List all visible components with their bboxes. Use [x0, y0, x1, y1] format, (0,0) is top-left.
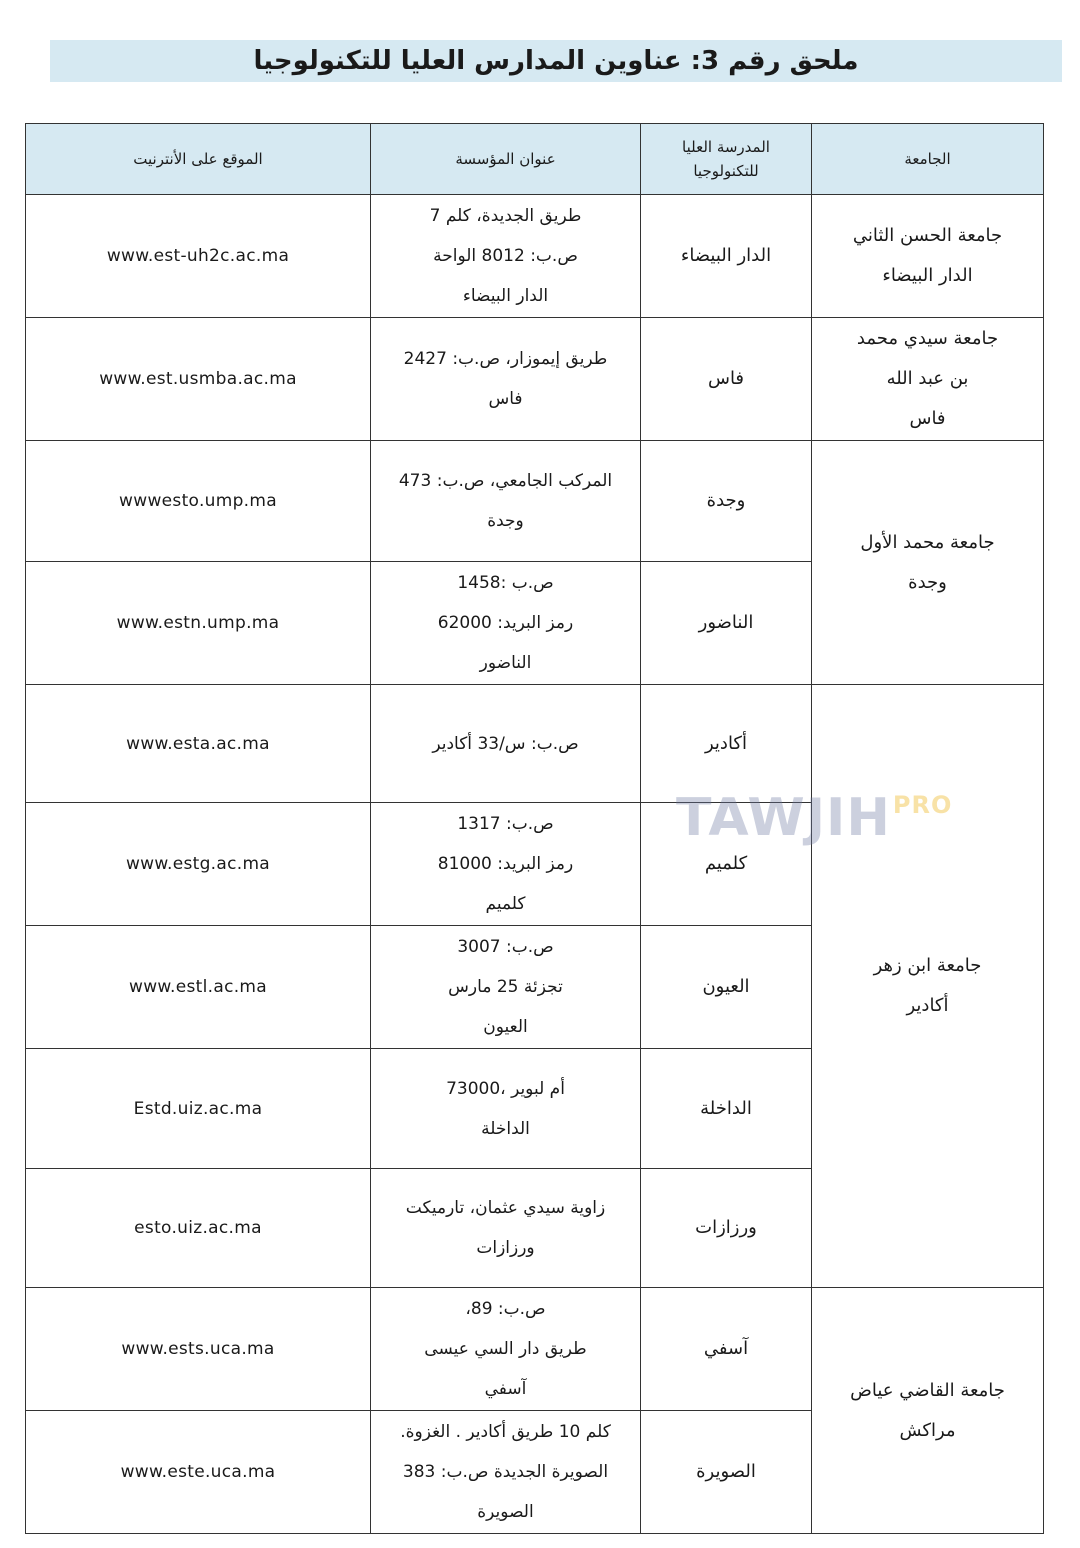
address-cell: ص.ب: س/33 أكادير	[371, 685, 641, 803]
school-cell: الدار البيضاء	[641, 195, 812, 318]
address-cell: كلم 10 طريق أكادير . الغزوة. الصويرة الجديدة ص.ب: 383 الصويرة	[371, 1411, 641, 1534]
website-cell[interactable]: www.ests.uca.ma	[26, 1288, 371, 1411]
website-cell[interactable]: www.este.uca.ma	[26, 1411, 371, 1534]
school-cell: الداخلة	[641, 1049, 812, 1169]
address-cell: ص.ب: 89، طريق دار السي عيسى آسفي	[371, 1288, 641, 1411]
address-cell: ص.ب: 3007 تجزئة 25 مارس العيون	[371, 926, 641, 1049]
school-cell: وجدة	[641, 441, 812, 562]
address-cell: ص.ب :1458 رمز البريد: 62000 الناضور	[371, 562, 641, 685]
address-cell: المركب الجامعي، ص.ب: 473 وجدة	[371, 441, 641, 562]
school-cell: الصويرة	[641, 1411, 812, 1534]
header-website: الموقع على الأنترنيت	[26, 124, 371, 195]
address-cell: زاوية سيدي عثمان، تارميكت ورزازات	[371, 1169, 641, 1288]
header-school: المدرسة العليا للتكنولوجيا	[641, 124, 812, 195]
table-header-row	[26, 124, 1044, 195]
watermark-logo: $TAWJIH^{PRO}$	[676, 788, 953, 848]
table-row	[26, 318, 1044, 441]
address-cell: ص.ب: 1317 رمز البريد: 81000 كلميم	[371, 803, 641, 926]
website-cell[interactable]: www.estn.ump.ma	[26, 562, 371, 685]
website-cell[interactable]: www.est.usmba.ac.ma	[26, 318, 371, 441]
school-cell: فاس	[641, 318, 812, 441]
school-cell: آسفي	[641, 1288, 812, 1411]
table-row	[26, 195, 1044, 318]
title-banner	[50, 40, 1062, 82]
university-cell: جامعة محمد الأول وجدة	[812, 441, 1044, 685]
website-cell[interactable]: www.estg.ac.ma	[26, 803, 371, 926]
address-cell: أم لبوير ،73000 الداخلة	[371, 1049, 641, 1169]
university-cell: جامعة الحسن الثاني الدار البيضاء	[812, 195, 1044, 318]
header-university: الجامعة	[812, 124, 1044, 195]
table-row	[26, 685, 1044, 803]
university-cell: جامعة سيدي محمد بن عبد الله فاس	[812, 318, 1044, 441]
website-cell[interactable]: www.esta.ac.ma	[26, 685, 371, 803]
school-cell: الناضور	[641, 562, 812, 685]
university-cell: جامعة ابن زهر أكادير	[812, 685, 1044, 1288]
header-address: عنوان المؤسسة	[371, 124, 641, 195]
address-cell: طريق الجديدة، كلم 7 ص.ب: 8012 الواحة الدار البيضاء	[371, 195, 641, 318]
school-cell: العيون	[641, 926, 812, 1049]
university-cell: جامعة القاضي عياض مراكش	[812, 1288, 1044, 1534]
website-cell[interactable]: www.est-uh2c.ac.ma	[26, 195, 371, 318]
address-cell: طريق إيموزار، ص.ب: 2427 فاس	[371, 318, 641, 441]
table-row	[26, 441, 1044, 562]
page-title: ملحق رقم 3: عناوين المدارس العليا للتكنولوجيا	[253, 46, 859, 76]
school-cell: أكادير	[641, 685, 812, 803]
school-cell: ورزازات	[641, 1169, 812, 1288]
website-cell[interactable]: Estd.uiz.ac.ma	[26, 1049, 371, 1169]
table-row	[26, 1288, 1044, 1411]
school-cell: كلميم	[641, 803, 812, 926]
website-cell[interactable]: www.estl.ac.ma	[26, 926, 371, 1049]
website-cell[interactable]: esto.uiz.ac.ma	[26, 1169, 371, 1288]
website-cell[interactable]: wwwesto.ump.ma	[26, 441, 371, 562]
